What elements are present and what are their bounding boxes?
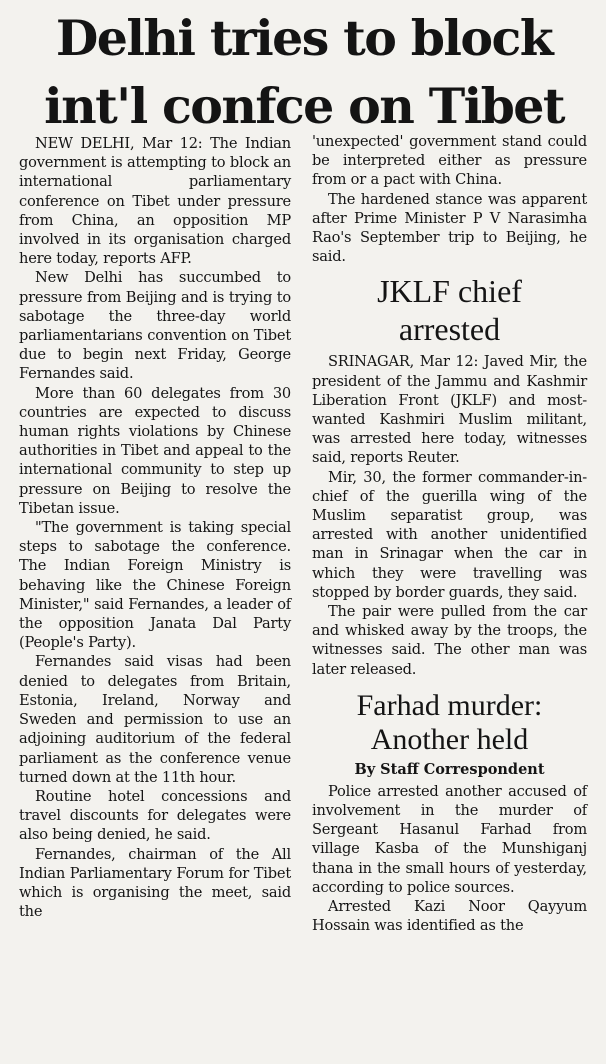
- article1-paragraph: "The government is taking special steps to sabotage the conference. The Indian Foreign Ministry is behaving like the Chinese Foreign Minister," said Fernandes, a leader of the opposition Janata Dal Party (People's Party).: [19, 519, 291, 652]
- article1-paragraph: NEW DELHI, Mar 12: The Indian government is attempting to block an international parliamentary conference on Tibet under pressure from China, an opposition MP involved in its organisation charged here today, reports AFP.: [19, 135, 291, 268]
- headline-line-2: int'l confce on Tibet: [44, 77, 564, 135]
- column-left: [19, 134, 291, 921]
- article1-paragraph: More than 60 delegates from 30 countries are expected to discuss human rights violations by Chinese authorities in Tibet and appeal to the international community to step up pressure on Beijing to resolve the Tibetan issue.: [19, 384, 291, 517]
- article3-title: [312, 689, 587, 757]
- article1-paragraph: Fernandes, chairman of the All Indian Parliamentary Forum for Tibet which is organising the meet, said the: [19, 845, 291, 921]
- article1-continued-paragraph: The hardened stance was apparent after Prime Minister P V Narasimha Rao's September trip to Beijing, he said.: [312, 190, 587, 266]
- article1-paragraph: Routine hotel concessions and travel discounts for delegates were also being denied, he said.: [19, 787, 291, 844]
- article1-paragraph: Fernandes said visas had been denied to delegates from Britain, Estonia, Ireland, Norway and Sweden and permission to use an adjoining auditorium of the federal parliament as the conference venue turned down at the 11th hour.: [19, 653, 291, 786]
- column-right: [312, 132, 587, 936]
- article2-paragraph: Mir, 30, the former commander-in-chief of the guerilla wing of the Muslim separatist group, was arrested with another unidentified man in Srinagar when the car in which they were travelling was stopped by border guards, they said.: [312, 468, 587, 601]
- article2-paragraph: The pair were pulled from the car and whisked away by the troops, the witnesses said. The other man was later released.: [312, 603, 587, 678]
- article3-title-line-1: Farhad murder:: [356, 688, 543, 722]
- headline: [14, 4, 594, 140]
- article1-paragraph: New Delhi has succumbed to pressure from Beijing and is trying to sabotage the three-day world parliamentarians convention on Tibet due to begin next Friday, George Fernandes said.: [19, 269, 291, 383]
- article3-byline: By Staff Correspondent: [354, 760, 545, 778]
- article1-continued-paragraph: 'unexpected' government stand could be interpreted either as pressure from or a pact with China.: [312, 133, 587, 189]
- article3-paragraph: Police arrested another accused of involvement in the murder of Sergeant Hasanul Farhad from village Kasba of the Munshiganj thana in the small hours of yesterday, according to police sources.: [312, 782, 587, 896]
- article3-paragraph: Arrested Kazi Noor Qayyum Hossain was identified as the: [312, 898, 587, 935]
- article2-title-line-1: JKLF chief: [377, 273, 522, 310]
- article2-paragraph: SRINAGAR, Mar 12: Javed Mir, the president of the Jammu and Kashmir Liberation Front (JKLF) and most-wanted Kashmiri Muslim militant, was arrested here today, witnesses said, reports Reuter.: [312, 353, 587, 467]
- headline-line-1: Delhi tries to block: [55, 9, 553, 67]
- article3-title-line-2: Another held: [370, 722, 529, 756]
- article2-title-line-2: arrested: [398, 311, 501, 348]
- article2-title: [312, 272, 587, 348]
